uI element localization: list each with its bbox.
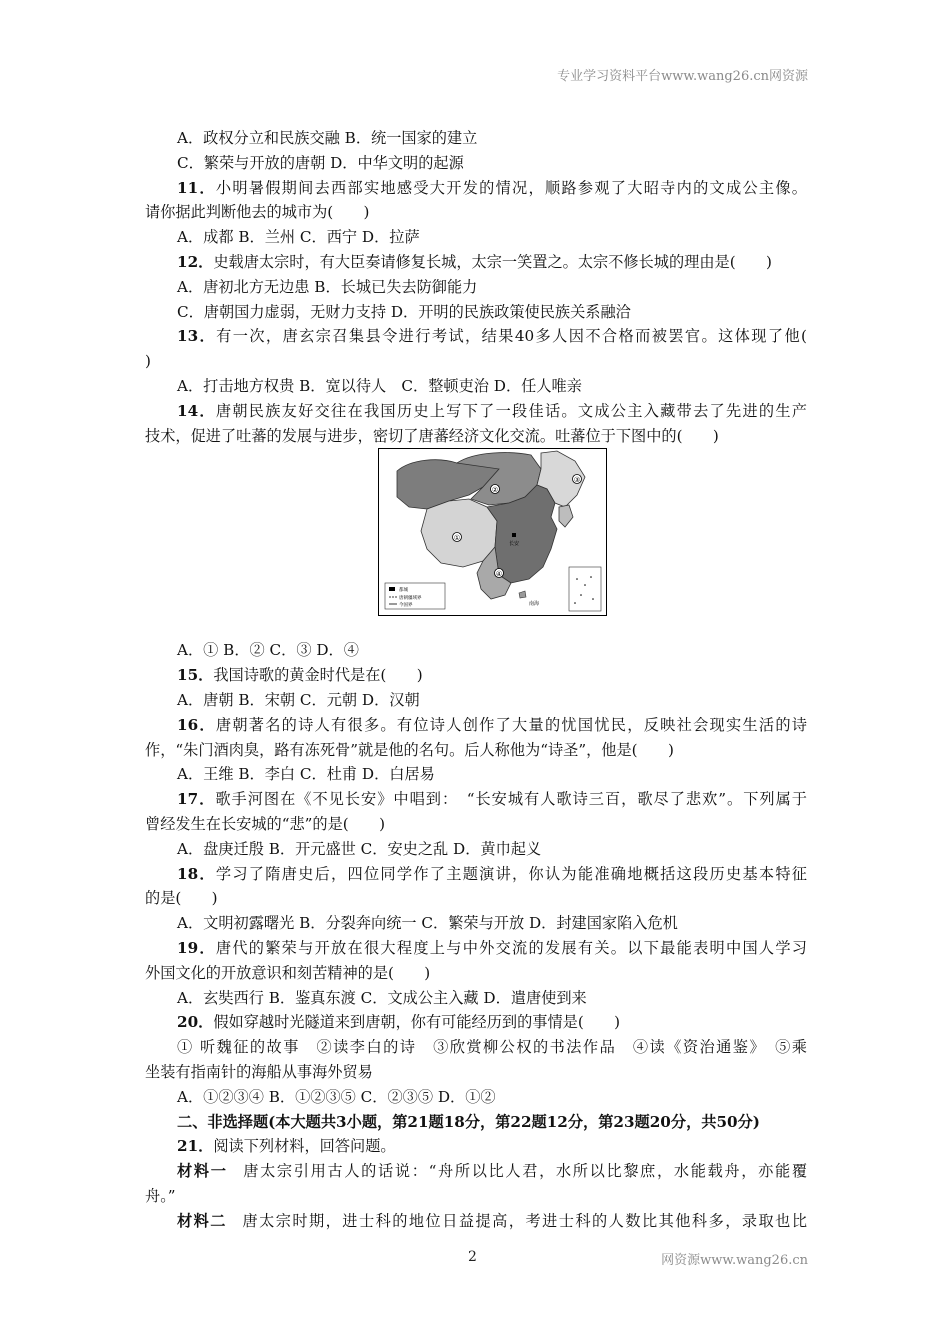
q14-options: A．① B．② C．③ D．④ bbox=[177, 641, 359, 660]
tang-dynasty-map bbox=[378, 448, 607, 616]
section2-title bbox=[145, 1110, 807, 1135]
section2-title-text: 二、非选择题(本大题共3小题，第21题18分，第22题12分，第23题20分，共50分) bbox=[177, 1112, 760, 1131]
q12-number: 12． bbox=[177, 252, 214, 271]
q13-stem-line1: 有一次，唐玄宗召集县令进行考试，结果40多人因不合格而被罢官。这体现了他( bbox=[216, 327, 807, 346]
q19-number: 19． bbox=[177, 938, 216, 957]
map-container bbox=[145, 448, 807, 638]
sea-label: 南海 bbox=[529, 601, 540, 608]
q20-stem-text: 假如穿越时光隧道来到唐朝，你有可能经历到的事情是( ) bbox=[213, 1013, 621, 1032]
page-number: 2 bbox=[468, 1249, 477, 1265]
q18-stem-line2: 的是( ) bbox=[145, 889, 218, 908]
q17-options: A．盘庚迁殷 B．开元盛世 C．安史之乱 D．黄巾起义 bbox=[177, 839, 542, 858]
q15-options: A．唐朝 B．宋朝 C．元朝 D．汉朝 bbox=[177, 690, 420, 709]
q21-number: 21． bbox=[177, 1137, 214, 1156]
material1-text: 唐太宗引用古人的话说：“舟所以比人君，水所以比黎庶，水能载舟，亦能覆 bbox=[241, 1162, 808, 1181]
material2-text: 唐太宗时期，进士科的地位日益提高，考进士科的人数比其他科多，录取也比 bbox=[240, 1211, 808, 1230]
q11-stem-line2: 请你据此判断他去的城市为( ) bbox=[145, 203, 370, 222]
q11-stem-line1: 小明暑假期间去西部实地感受大开发的情况，顺路参观了大昭寺内的文成公主像。 bbox=[215, 178, 807, 197]
q21-stem-text: 阅读下列材料，回答问题。 bbox=[213, 1137, 396, 1156]
page-header: 专业学习资料平台www.wang26.cn网资源 bbox=[557, 69, 808, 84]
material1-line1 bbox=[145, 1159, 807, 1184]
q20-number: 20． bbox=[177, 1013, 214, 1032]
q18-stem bbox=[145, 862, 807, 887]
map-label-4: ④ bbox=[495, 570, 503, 579]
q14-stem-line1: 唐朝民族友好交往在我国历史上写下了一段佳话。文成公主入藏带去了先进的生产 bbox=[215, 401, 807, 420]
page-footer-site: 网资源www.wang26.cn bbox=[661, 1253, 808, 1268]
q12-options-cd: C．唐朝国力虚弱，无财力支持 D．开明的民族政策使民族关系融洽 bbox=[177, 302, 631, 321]
q15-stem-text: 我国诗歌的黄金时代是在( ) bbox=[213, 666, 423, 685]
q17-number: 17． bbox=[177, 790, 216, 809]
q11-stem bbox=[145, 176, 807, 201]
q16-options: A．王维 B．李白 C．杜甫 D．白居易 bbox=[177, 765, 435, 784]
q18-stem-line1: 学习了隋唐史后，四位同学作了主题演讲，你认为能准确地概括这段历史基本特征 bbox=[215, 864, 807, 883]
q17-stem-line1: 歌手河图在《不见长安》中唱到： “长安城有人歌诗三百，歌尽了悲欢”。下列属于 bbox=[215, 790, 807, 809]
material2-line1 bbox=[145, 1209, 807, 1234]
q15-number: 15． bbox=[177, 666, 214, 685]
q16-number: 16． bbox=[177, 715, 216, 734]
legend-item-2: 唐朝疆域界 bbox=[399, 596, 422, 602]
q19-stem-line1: 唐代的繁荣与开放在很大程度上与中外交流的发展有关。以下最能表明中国人学习 bbox=[215, 938, 807, 957]
q18-options: A．文明初露曙光 B．分裂奔向统一 C．繁荣与开放 D．封建国家陷入危机 bbox=[177, 914, 678, 933]
q16-stem-line1: 唐朝著名的诗人有很多。有位诗人创作了大量的忧国忧民，反映社会现实生活的诗 bbox=[215, 715, 807, 734]
q14-stem bbox=[145, 399, 807, 424]
map-label-1: ① bbox=[453, 534, 461, 543]
map-graphic bbox=[379, 449, 606, 615]
q21-stem bbox=[145, 1134, 807, 1159]
q13-options: A．打击地方权贵 B．宽以待人 C．整顿吏治 D．任人唯亲 bbox=[177, 376, 582, 395]
q10-options-cd: C．繁荣与开放的唐朝 D．中华文明的起源 bbox=[177, 153, 464, 172]
q10-options-ab: A．政权分立和民族交融 B．统一国家的建立 bbox=[177, 129, 478, 147]
q19-stem-line2: 外国文化的开放意识和刻苦精神的是( ) bbox=[145, 963, 431, 982]
q13-stem bbox=[145, 324, 807, 349]
q16-stem-line2: 作，“朱门酒肉臭，路有冻死骨”就是他的名句。后人称他为“诗圣”，他是( ) bbox=[145, 740, 674, 759]
q11-number: 11． bbox=[177, 178, 216, 197]
q17-stem-line2: 曾经发生在长安城的“悲”的是( ) bbox=[145, 814, 386, 833]
q19-stem bbox=[145, 936, 807, 961]
q20-options: A．①②③④ B．①②③⑤ C．②③⑤ D．①② bbox=[177, 1087, 496, 1106]
legend-item-1: 都城 bbox=[399, 588, 408, 594]
map-inset bbox=[569, 567, 601, 611]
q11-options: A．成都 B．兰州 C．西宁 D．拉萨 bbox=[177, 228, 420, 247]
q13-stem-line2: ) bbox=[145, 352, 151, 371]
exam-content bbox=[145, 126, 807, 1233]
q14-stem-line2: 技术，促进了吐蕃的发展与进步，密切了唐蕃经济文化交流。吐蕃位于下图中的( ) bbox=[145, 426, 719, 445]
material2-label: 材料二 bbox=[177, 1211, 227, 1230]
material1-line2: 舟。” bbox=[145, 1186, 176, 1205]
q12-stem bbox=[145, 250, 807, 275]
capital-label: 长安 bbox=[509, 541, 520, 548]
q13-number: 13． bbox=[177, 327, 217, 346]
material1-label: 材料一 bbox=[177, 1162, 228, 1181]
q16-stem bbox=[145, 713, 807, 738]
q20-items-line1: ① 听魏征的故事 ②读李白的诗 ③欣赏柳公权的书法作品 ④读《资治通鉴》 ⑤乘 bbox=[177, 1038, 807, 1057]
q19-options: A．玄奘西行 B．鉴真东渡 C．文成公主入藏 D．遣唐使到来 bbox=[177, 988, 587, 1007]
map-label-2: ② bbox=[491, 486, 499, 495]
q14-number: 14． bbox=[177, 401, 216, 420]
q20-stem bbox=[145, 1010, 807, 1035]
map-region-korea bbox=[559, 505, 573, 527]
q15-stem bbox=[145, 663, 807, 688]
q17-stem bbox=[145, 787, 807, 812]
q20-items-line2: 坐装有指南针的海船从事海外贸易 bbox=[145, 1062, 373, 1081]
q12-options-ab: A．唐初北方无边患 B．长城已失去防御能力 bbox=[177, 277, 478, 296]
map-island-hainan bbox=[519, 591, 526, 598]
capital-marker bbox=[512, 533, 516, 537]
q12-stem-text: 史载唐太宗时，有大臣奏请修复长城，太宗一笑置之。太宗不修长城的理由是( ) bbox=[213, 252, 772, 271]
q18-number: 18． bbox=[177, 864, 216, 883]
legend-item-3: 今国界 bbox=[399, 603, 413, 609]
map-label-3: ③ bbox=[573, 476, 581, 485]
